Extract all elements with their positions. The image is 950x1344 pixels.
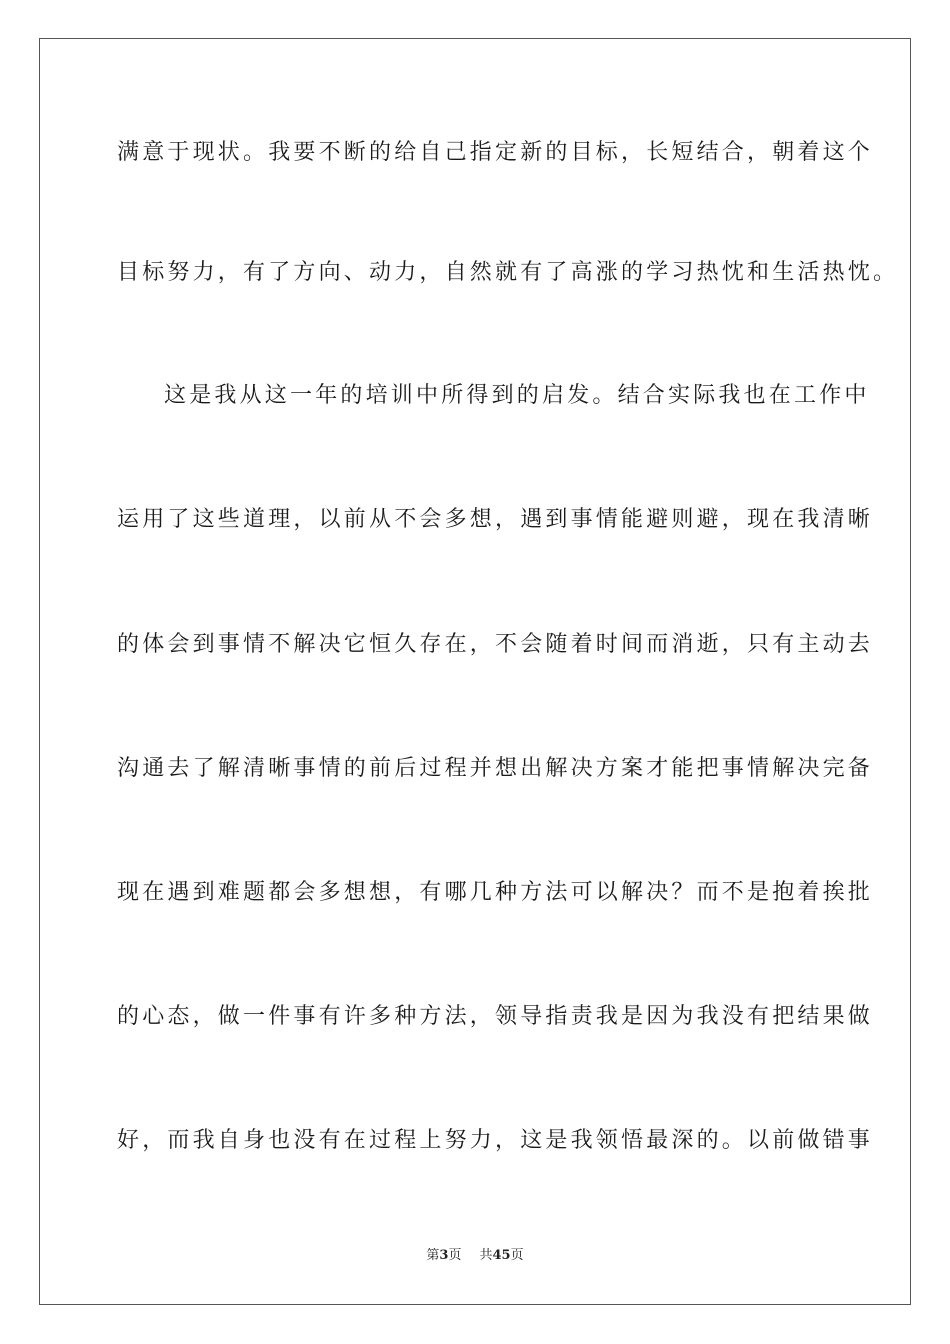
page-frame	[39, 38, 911, 1305]
total-suffix: 页	[510, 1248, 524, 1263]
page-suffix: 页	[448, 1248, 462, 1263]
page-prefix: 第	[426, 1248, 440, 1263]
body-line-7: 现在遇到难题都会多想想，有哪几种方法可以解决？而不是抱着挨批	[117, 880, 874, 905]
body-line-5: 的体会到事情不解决它恒久存在，不会随着时间而消逝，只有主动去	[117, 632, 874, 657]
body-line-9: 好，而我自身也没有在过程上努力，这是我领悟最深的。以前做错事	[117, 1128, 874, 1153]
body-line-6: 沟通去了解清晰事情的前后过程并想出解决方案才能把事情解决完备	[117, 756, 874, 781]
body-line-3: 这是我从这一年的培训中所得到的启发。结合实际我也在工作中	[164, 383, 870, 408]
body-line-2: 目标努力，有了方向、动力，自然就有了高涨的学习热忱和生活热忱。	[117, 260, 899, 285]
body-line-1: 满意于现状。我要不断的给自己指定新的目标，长短结合，朝着这个	[117, 140, 874, 165]
page-number: 3	[439, 1248, 449, 1263]
body-line-4: 运用了这些道理，以前从不会多想，遇到事情能避则避，现在我清晰	[117, 507, 874, 532]
body-line-8: 的心态，做一件事有许多种方法，领导指责我是因为我没有把结果做	[117, 1004, 874, 1029]
total-prefix: 共	[479, 1248, 493, 1263]
page-footer	[0, 1247, 950, 1265]
total-pages: 45	[492, 1248, 511, 1263]
